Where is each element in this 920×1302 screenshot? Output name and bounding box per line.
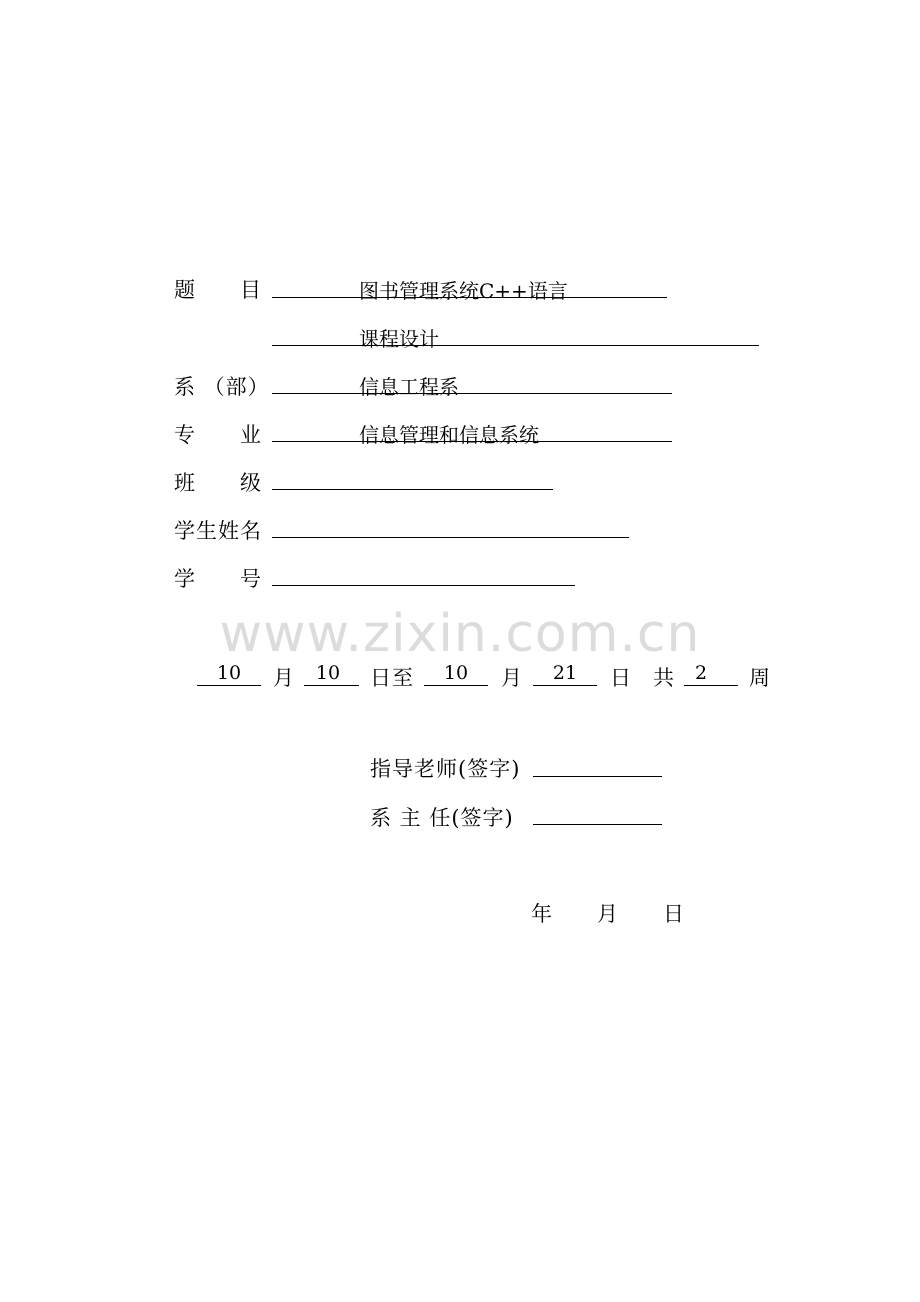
head-signature-underline bbox=[533, 824, 662, 825]
title-label-char-2: 目 bbox=[240, 278, 262, 302]
end-day-underline bbox=[533, 685, 597, 686]
major-label-char-1: 专 bbox=[174, 423, 196, 447]
date-month-word: 月 bbox=[597, 902, 619, 926]
dept-value: 信息工程系 bbox=[359, 375, 459, 399]
end-month-underline bbox=[424, 685, 488, 686]
schedule-day-word: 日 bbox=[610, 666, 632, 690]
head-signature-label: 系 主 任(签字) bbox=[370, 806, 514, 830]
class-underline bbox=[272, 489, 553, 490]
name-label: 学生姓名 bbox=[174, 519, 262, 543]
dept-underline bbox=[272, 393, 672, 394]
id-label-char-1: 学 bbox=[174, 567, 196, 591]
major-value: 信息管理和信息系统 bbox=[359, 423, 539, 447]
start-month-underline bbox=[197, 685, 261, 686]
end-month-value: 10 bbox=[443, 662, 469, 684]
id-label-char-2: 号 bbox=[240, 567, 262, 591]
class-label-char-1: 班 bbox=[174, 471, 196, 495]
id-underline bbox=[272, 585, 575, 586]
schedule-month-word-2: 月 bbox=[501, 666, 523, 690]
advisor-signature-label: 指导老师(签字) bbox=[370, 757, 521, 781]
date-day-word: 日 bbox=[663, 902, 685, 926]
schedule-week-word: 周 bbox=[749, 666, 771, 690]
class-label-char-2: 级 bbox=[240, 471, 262, 495]
major-label-char-2: 业 bbox=[240, 423, 262, 447]
date-year-word: 年 bbox=[531, 902, 553, 926]
title-value-line-1: 图书管理系统C++语言 bbox=[359, 279, 568, 303]
dept-label: 系 （部） bbox=[174, 375, 270, 399]
start-month-value: 10 bbox=[216, 662, 242, 684]
schedule-day-to-word: 日至 bbox=[370, 666, 414, 690]
name-underline bbox=[272, 537, 629, 538]
title-label-char-1: 题 bbox=[174, 278, 196, 302]
watermark: www.zixin.com.cn bbox=[219, 604, 701, 664]
title-underline-2 bbox=[272, 345, 759, 346]
weeks-underline bbox=[684, 685, 738, 686]
advisor-signature-underline bbox=[533, 776, 662, 777]
title-value-line-2: 课程设计 bbox=[359, 327, 439, 351]
start-day-underline bbox=[304, 685, 359, 686]
schedule-total-word: 共 bbox=[653, 666, 675, 690]
start-day-value: 10 bbox=[315, 662, 341, 684]
weeks-value: 2 bbox=[694, 662, 708, 684]
end-day-value: 21 bbox=[552, 662, 578, 684]
schedule-month-word: 月 bbox=[273, 666, 295, 690]
